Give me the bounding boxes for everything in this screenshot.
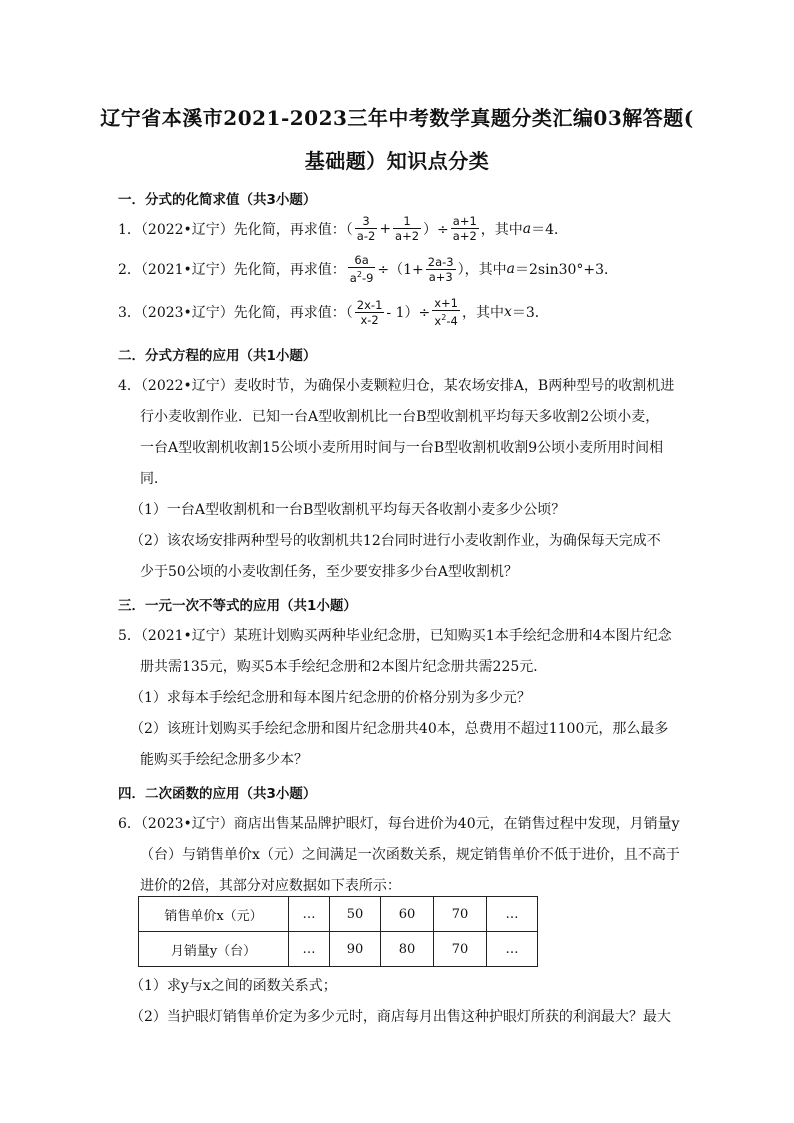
doc-title-line-1: 辽宁省本溪市2021-2023三年中考数学真题分类汇编03解答题( — [100, 106, 694, 130]
table-cell: 90 — [330, 932, 381, 967]
q2-f1-denominator — [348, 268, 376, 285]
q1-f1-numerator: 3 — [355, 214, 378, 229]
price-sales-table — [138, 896, 538, 967]
q5-part-1: （1）求每本手绘纪念册和每本图片纪念册的价格分别为多少元？ — [130, 690, 531, 706]
q2-f1-den-base: a — [349, 271, 357, 285]
q1-f1-denominator: a-2 — [356, 229, 376, 243]
table-cell: 销售单价x（元） — [139, 897, 289, 932]
q5-line-2: 册共需135元，购买5本手绘纪念册和2本图片纪念册共需225元． — [140, 659, 548, 675]
q4-part-2b: 少于50公顷的小麦收割任务，至少要安排多少台A型收割机？ — [140, 564, 518, 580]
q1-fraction-1 — [355, 214, 378, 243]
q1-f3-numerator: a+1 — [452, 214, 477, 228]
q3-f2-den-exponent: 2 — [441, 313, 447, 322]
q4-part-2a: （2）该农场安排两种型号的收割机共12台同时进行小麦收割作业，为确保每天完成不 — [130, 533, 661, 549]
table-cell: … — [487, 932, 538, 967]
table-cell: 70 — [434, 897, 487, 932]
q4-line-2: 行小麦收割作业．已知一台A型收割机比一台B型收割机平均每天多收割2公顷小麦， — [140, 409, 660, 425]
question-3 — [118, 296, 549, 328]
q2-prefix: 2．（2021•辽宁）先化简，再求值： — [118, 262, 346, 278]
q3-f2-denominator — [432, 311, 460, 328]
q2-variable: a — [506, 261, 515, 277]
q2-fraction-1 — [348, 253, 376, 285]
q4-line-4: 同． — [140, 471, 168, 487]
q3-variable: x — [503, 304, 512, 320]
section-heading-3: 三．一元一次不等式的应用（共1小题） — [118, 598, 357, 614]
q1-suffix-a: ，其中 — [480, 221, 523, 238]
q2-f1-numerator: 6a — [348, 253, 376, 268]
table-cell: 70 — [434, 932, 487, 967]
q2-fraction-2 — [426, 255, 456, 284]
table-cell: 50 — [330, 897, 381, 932]
q3-minus: - 1）÷ — [386, 305, 431, 321]
q3-f1-numerator: 2x-1 — [356, 297, 383, 312]
section-heading-2: 二．分式方程的应用（共1小题） — [118, 348, 317, 364]
q3-suffix-b: ＝3． — [511, 305, 549, 321]
doc-title-line-2: 基础题）知识点分类 — [304, 149, 490, 173]
q5-part-2b: 能购买手绘纪念册多少本？ — [140, 752, 308, 768]
q2-close: ），其中 — [457, 262, 507, 278]
q1-f3-denominator: a+2 — [452, 229, 477, 243]
q2-f1-den-tail: -9 — [361, 271, 374, 285]
q2-div-open: ÷（1+ — [377, 262, 424, 278]
table-row — [139, 897, 538, 932]
q3-f2-den-base: x — [434, 314, 442, 328]
q5-line-1: 5．（2021•辽宁）某班计划购买两种毕业纪念册，已知购买1本手绘纪念册和4本图片纪念 — [118, 628, 672, 644]
q4-line-3: 一台A型收割机收割15公顷小麦所用时间与一台B型收割机收割9公顷小麦所用时间相 — [140, 440, 664, 456]
question-1 — [118, 214, 568, 243]
section-heading-4: 四．二次函数的应用（共3小题） — [118, 786, 317, 802]
q1-close-div: ）÷ — [423, 221, 449, 238]
q5-part-2a: （2）该班计划购买手绘纪念册和图片纪念册共40本，总费用不超过1100元，那么最多 — [130, 721, 669, 737]
q4-line-1: 4．（2022•辽宁）麦收时节，为确保小麦颗粒归仓，某农场安排A，B两种型号的收割机进 — [118, 378, 675, 394]
table-row — [139, 932, 538, 967]
q1-fraction-2 — [393, 214, 421, 243]
q3-prefix: 3．（2023•辽宁）先化简，再求值：（ — [118, 305, 353, 321]
table-cell: 80 — [381, 932, 434, 967]
q3-suffix-a: ，其中 — [461, 305, 504, 321]
question-2 — [118, 253, 618, 285]
q6-part-1: （1）求y与x之间的函数关系式； — [130, 978, 337, 994]
q1-f2-numerator: 1 — [393, 214, 421, 229]
q3-f1-denominator: x-2 — [360, 312, 379, 327]
table-cell: … — [289, 932, 330, 967]
q3-f2-den-tail: -4 — [446, 314, 458, 328]
q3-fraction-2 — [432, 296, 460, 328]
q1-prefix: 1．（2022•辽宁）先化简，再求值：（ — [118, 221, 353, 238]
q6-part-2: （2）当护眼灯销售单价定为多少元时，商店每月出售这种护眼灯所获的利润最大？最大 — [130, 1009, 671, 1025]
table-cell: 60 — [381, 897, 434, 932]
q6-line-3: 进价的2倍，其部分对应数据如下表所示： — [140, 878, 401, 894]
q6-line-2: （台）与销售单价x（元）之间满足一次函数关系，规定销售单价不低于进价，且不高于 — [140, 847, 680, 863]
q2-f1-den-exponent: 2 — [356, 270, 362, 279]
q1-fraction-3 — [451, 214, 479, 243]
table-cell: … — [289, 897, 330, 932]
q1-suffix-b: ＝4． — [531, 221, 569, 238]
q1-plus: + — [379, 220, 392, 237]
q2-f2-denominator: a+3 — [428, 269, 453, 284]
table-cell: … — [487, 897, 538, 932]
q3-f2-numerator: x+1 — [434, 296, 458, 310]
q4-part-1: （1）一台A型收割机和一台B型收割机平均每天各收割小麦多少公顷？ — [130, 502, 566, 518]
q2-f2-numerator: 2a-3 — [427, 254, 454, 269]
q3-fraction-1 — [355, 298, 385, 327]
q2-suffix: ＝2sin30°+3． — [515, 262, 619, 278]
section-heading-1: 一．分式的化简求值（共3小题） — [118, 192, 317, 208]
q1-f2-denominator: a+2 — [395, 229, 420, 243]
q1-variable: a — [522, 220, 532, 237]
table-cell: 月销量y（台） — [139, 932, 289, 967]
q6-line-1: 6．（2023•辽宁）商店出售某品牌护眼灯，每台进价为40元，在销售过程中发现，月销量y — [118, 816, 680, 832]
